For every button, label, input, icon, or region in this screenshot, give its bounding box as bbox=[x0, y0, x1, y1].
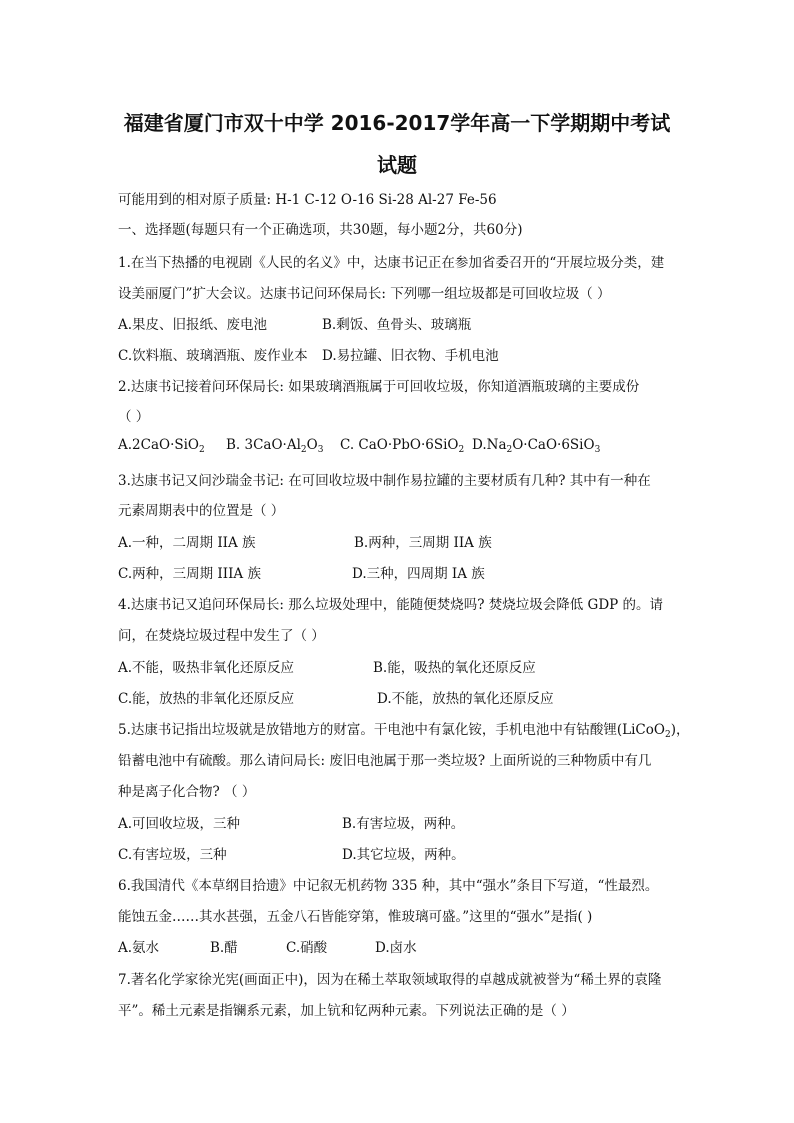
section-heading: 一、选择题(每题只有一个正确选项，共30题，每小题2分，共60分) bbox=[118, 222, 523, 238]
question-6-option-a: A.氨水 bbox=[118, 940, 160, 956]
question-4-option-c: C.能，放热的非氧化还原反应 bbox=[118, 691, 295, 707]
question-6-option-d: D.卤水 bbox=[375, 940, 417, 956]
question-4-text: 4.达康书记又追问环保局长: 那么垃圾处理中，能随便焚烧吗? 焚烧垃圾会降低 GDP 的。请 bbox=[118, 597, 664, 613]
question-7-text-cont: 平”。稀土元素是指镧系元素，加上钪和钇两种元素。下列说法正确的是（ ） bbox=[118, 1003, 575, 1019]
question-1-option-b: B.剩饭、鱼骨头、玻璃瓶 bbox=[322, 317, 472, 333]
question-5-text-cont-2: 种是离子化合物? （ ） bbox=[118, 784, 256, 800]
question-2-option-d: $D.Na_2O\cdot CaO\cdot 6SiO_3$ bbox=[472, 437, 601, 455]
question-7-text: 7.著名化学家徐光宪(画面正中)，因为在稀土萃取领域取得的卓越成就被誉为“稀土界的袁隆 bbox=[118, 972, 662, 988]
question-5-option-d: D.其它垃圾，两种。 bbox=[342, 847, 465, 863]
question-4-option-a: A.不能，吸热非氧化还原反应 bbox=[118, 660, 295, 676]
question-2-text-cont: （ ） bbox=[118, 409, 150, 425]
question-1-option-c: C.饮料瓶、玻璃酒瓶、废作业本 bbox=[118, 348, 308, 364]
question-5-text-cont: 铅蓄电池中有硫酸。那么请问局长: 废旧电池属于那一类垃圾? 上面所说的三种物质中有几 bbox=[118, 753, 652, 769]
question-3-text: 3.达康书记又问沙瑞金书记: 在可回收垃圾中制作易拉罐的主要材质有几种? 其中有一种在 bbox=[118, 473, 651, 489]
document-title-continued: 试题 bbox=[377, 153, 417, 177]
question-3-option-b: B.两种，三周期 IIA 族 bbox=[354, 535, 492, 551]
question-3-option-a: A.一种，二周期 IIA 族 bbox=[118, 535, 256, 551]
question-4-option-b: B.能，吸热的氧化还原反应 bbox=[373, 660, 536, 676]
question-4-option-d: D.不能，放热的氧化还原反应 bbox=[377, 691, 554, 707]
question-2-option-b: B. $3CaO\cdot Al_2O_3$ bbox=[226, 437, 324, 455]
document-title: 福建省厦门市双十中学 2016-2017学年高一下学期期中考试 bbox=[123, 111, 671, 135]
atomic-masses-line: 可能用到的相对原子质量: H-1 C-12 O-16 Si-28 Al-27 Fe-56 bbox=[118, 192, 497, 208]
question-5-text: 5.达康书记指出垃圾就是放错地方的财富。干电池中有氯化铵，手机电池中有钴酸锂(LiCoO$_2$)， bbox=[118, 722, 690, 740]
question-2-option-a: A.2CaO·SiO$_2$ bbox=[118, 437, 205, 455]
question-6-option-c: C.硝酸 bbox=[286, 940, 328, 956]
question-1-text-cont: 设美丽厦门”扩大会议。达康书记问环保局长: 下列哪一组垃圾都是可回收垃圾（ ） bbox=[118, 286, 611, 302]
question-3-text-cont: 元素周期表中的位置是（ ） bbox=[118, 503, 285, 519]
question-1-text: 1.在当下热播的电视剧《人民的名义》中，达康书记正在参加省委召开的“开展垃圾分类，建 bbox=[118, 255, 665, 271]
question-5-option-c: C.有害垃圾，三种 bbox=[118, 847, 227, 863]
question-6-text: 6.我国清代《本草纲目拾遗》中记叙无机药物 335 种，其中“强水”条目下写道，“性最烈。 bbox=[118, 878, 659, 894]
question-4-text-cont: 问，在焚烧垃圾过程中发生了（ ） bbox=[118, 628, 325, 644]
question-6-text-cont: 能蚀五金……其水甚强，五金八石皆能穿第，惟玻璃可盛。”这里的“强水”是指( ) bbox=[118, 909, 593, 925]
question-3-option-d: D.三种，四周期 IA 族 bbox=[352, 566, 485, 582]
question-2-text: 2.达康书记接着问环保局长: 如果玻璃酒瓶属于可回收垃圾，你知道酒瓶玻璃的主要成份 bbox=[118, 379, 640, 395]
question-1-option-a: A.果皮、旧报纸、废电池 bbox=[118, 317, 268, 333]
question-5-option-a: A.可回收垃圾，三种 bbox=[118, 816, 241, 832]
question-6-option-b: B.醋 bbox=[210, 940, 238, 956]
question-5-option-b: B.有害垃圾，两种。 bbox=[342, 816, 465, 832]
question-3-option-c: C.两种，三周期 IIIA 族 bbox=[118, 566, 261, 582]
question-2-option-c: C. CaO·PbO·6SiO$_2$ bbox=[340, 437, 465, 455]
question-1-option-d: D.易拉罐、旧衣物、手机电池 bbox=[322, 348, 499, 364]
